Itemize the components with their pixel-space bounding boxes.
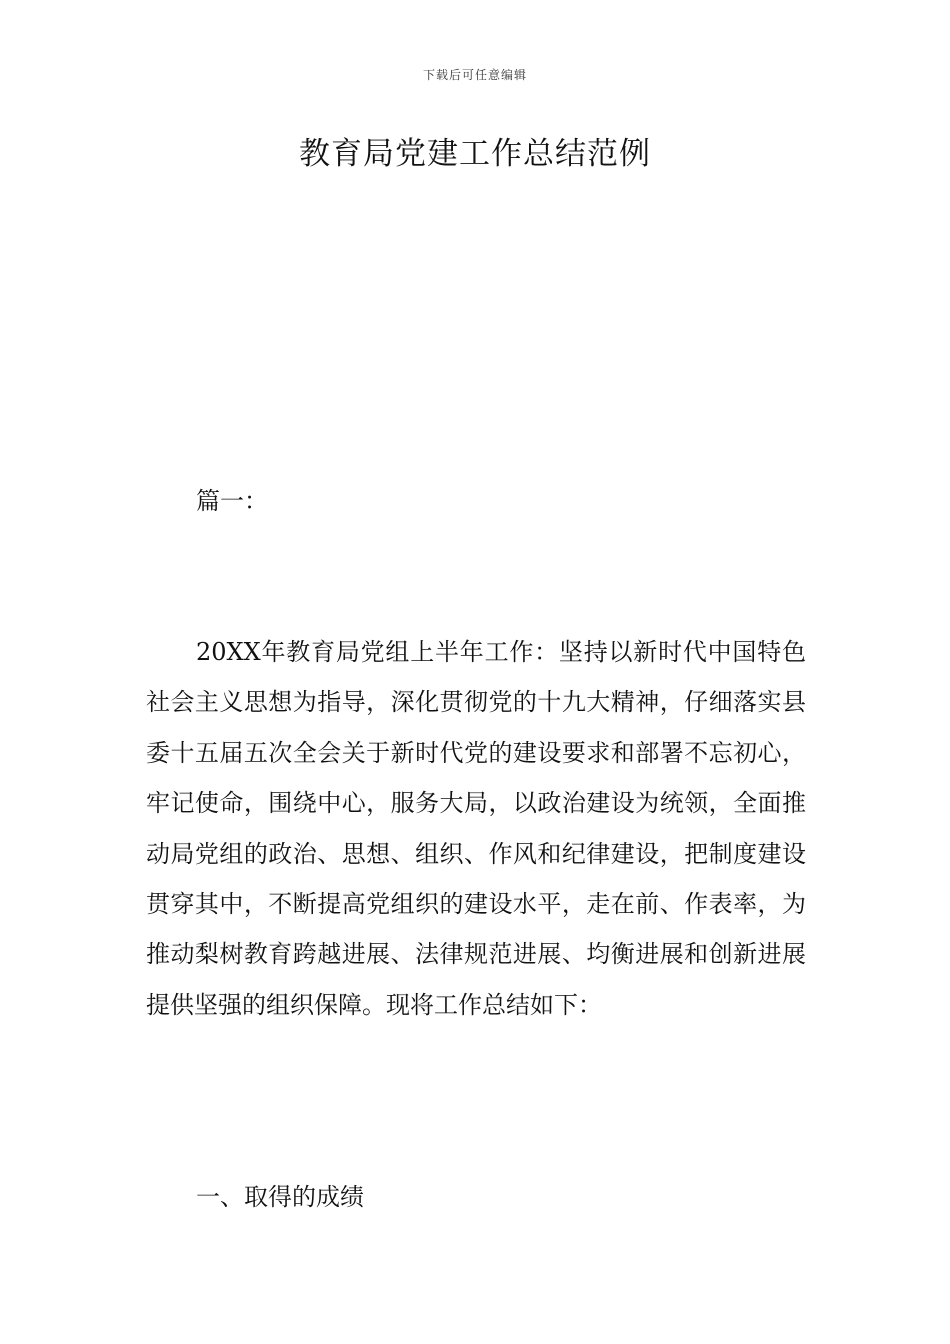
body-paragraph: 20XX年教育局党组上半年工作：坚持以新时代中国特色社会主义思想为指导，深化贯彻党的十九大精神，仔细落实县委十五届五次全会关于新时代党的建设要求和部署不忘初心，牢记使命，围绕中心，服务大局，以政治建设为统领，全面推动局党组的政治、思想、组织、作风和纪律建设，把制度建设贯穿其中，不断提高党组织的建设水平，走在前、作表率，为推动梨树教育跨越进展、法律规范进展、均衡进展和创新进展提供坚强的组织保障。现将工作总结如下： xyxy=(146,638,806,1019)
section-subheading: 一、取得的成绩 xyxy=(196,1183,364,1211)
header-note: 下载后可任意编辑 xyxy=(422,68,527,82)
document-title: 教育局党建工作总结范例 xyxy=(299,136,651,172)
section-label: 篇一： xyxy=(196,487,268,515)
